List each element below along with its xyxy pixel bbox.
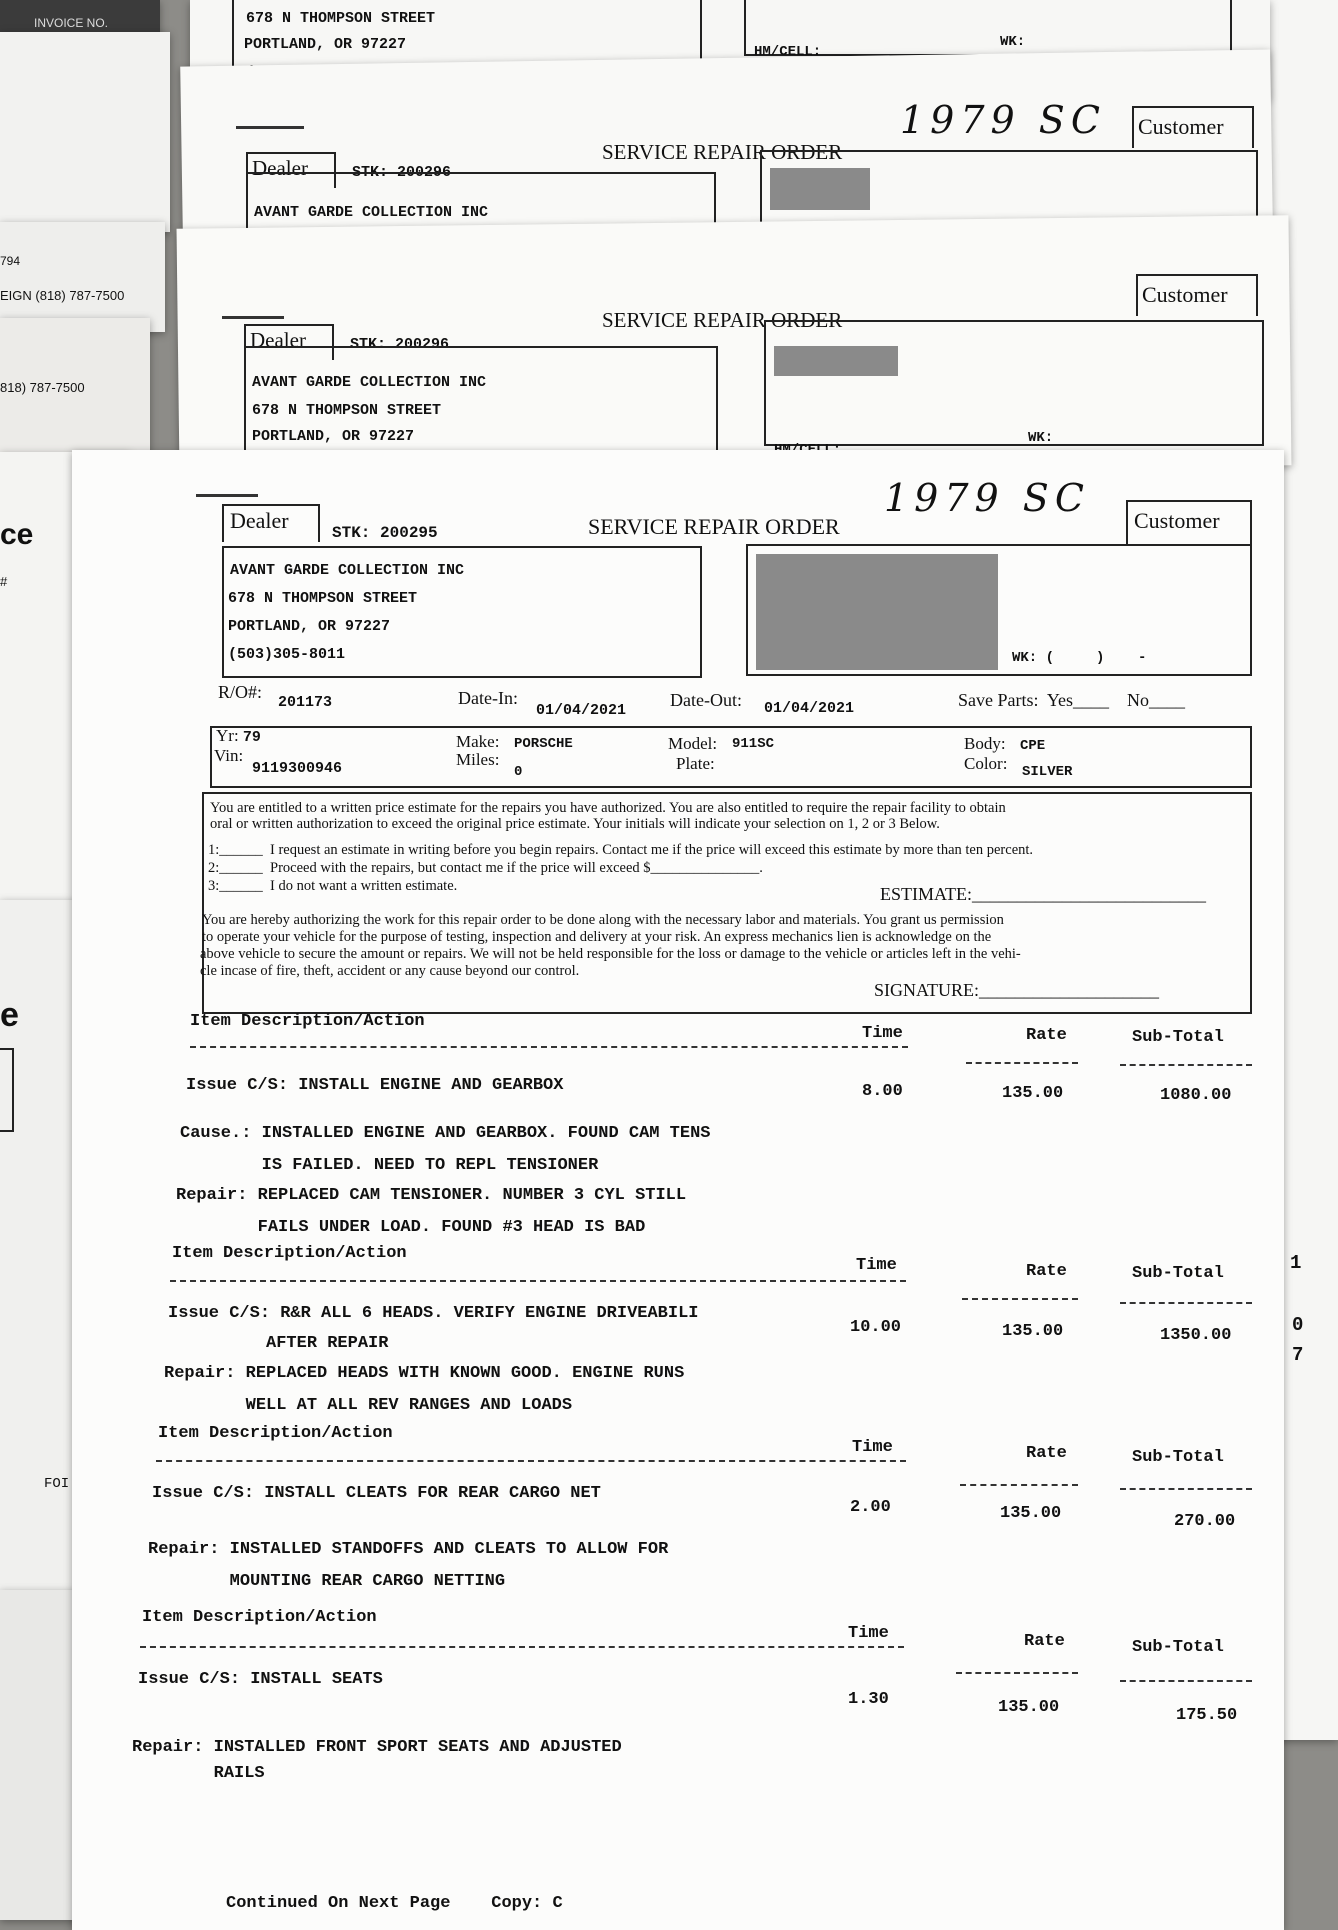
phone-fragment-a: 794	[0, 254, 21, 268]
invoice-label: INVOICE NO.	[34, 16, 109, 30]
rate-divider	[966, 1062, 1078, 1064]
main-customer-label: Customer	[1134, 508, 1220, 533]
estimate-option-1: 1:______ I request an estimate in writing before you begin repairs. Contact me if the price will exceed this estimate by more than ten percent.	[208, 842, 1034, 858]
line-item-note: Repair: INSTALLED STANDOFFS AND CLEATS TO ALLOW FOR	[148, 1540, 669, 1559]
notice-line-2: oral or written authorization to exceed the original price estimate. Your initials will indicate your selection on 1, 2 or 3 Below.	[210, 816, 940, 832]
item-header: Item Description/Action	[172, 1244, 407, 1263]
main-customer-redaction	[756, 554, 998, 670]
authorization-line-2: to operate your vehicle for the purpose of testing, inspection and delivery at your risk. An express mechanics lien is acknowledge on the	[202, 929, 992, 945]
sheet1-city: PORTLAND, OR 97227	[244, 36, 407, 53]
line-item-note: Repair: INSTALLED FRONT SPORT SEATS AND ADJUSTED	[132, 1738, 622, 1757]
sheet1-hm-cell: HM/CELL:	[754, 44, 822, 60]
main-stk: STK: 200295	[332, 524, 438, 542]
sheet1-wk: WK:	[1000, 34, 1026, 50]
left-background-paper-2	[0, 32, 170, 232]
item-header: Item Description/Action	[190, 1012, 425, 1031]
line-item-issue: Issue C/S: INSTALL ENGINE AND GEARBOX	[186, 1076, 564, 1095]
line-item-rate: 135.00	[998, 1698, 1060, 1717]
line-item-note: AFTER REPAIR	[164, 1334, 389, 1353]
time-header: Time	[862, 1024, 903, 1043]
line-item-rate: 135.00	[1000, 1504, 1062, 1523]
sheet3-street: 678 N THOMPSON STREET	[252, 402, 442, 419]
rate-divider	[962, 1298, 1078, 1300]
main-street: 678 N THOMPSON STREET	[228, 590, 418, 607]
body-label: Body:	[964, 734, 1006, 753]
line-item-note: MOUNTING REAR CARGO NETTING	[148, 1572, 506, 1591]
sheet3-stk: STK: 200296	[350, 336, 450, 353]
estimate-field: ESTIMATE:__________________________	[880, 884, 1206, 904]
miles-value: 0	[514, 764, 523, 780]
fragment-fo: FOI	[44, 1476, 70, 1492]
sheet2-mark	[236, 126, 304, 129]
line-item-note: Repair: REPLACED CAM TENSIONER. NUMBER 3 CYL STILL	[176, 1186, 687, 1205]
body-value: CPE	[1020, 738, 1046, 754]
subtotal-divider	[1120, 1064, 1252, 1066]
main-company: AVANT GARDE COLLECTION INC	[230, 562, 465, 579]
line-item-note: RAILS	[132, 1764, 265, 1783]
item-divider	[140, 1646, 904, 1648]
vin-label: Vin:	[214, 746, 244, 765]
sheet3-title: SERVICE REPAIR ORDER	[602, 308, 843, 332]
left-background-paper-3	[0, 222, 165, 332]
line-item-note: Repair: REPLACED HEADS WITH KNOWN GOOD. ENGINE RUNS	[164, 1364, 685, 1383]
subtotal-header: Sub-Total	[1132, 1028, 1224, 1047]
main-dealer-label: Dealer	[230, 508, 289, 533]
rate-header: Rate	[1026, 1026, 1067, 1045]
continued-footer: Continued On Next Page Copy: C	[226, 1894, 563, 1913]
left-fragment-box	[0, 1048, 14, 1132]
right-fragment-2: 0	[1292, 1314, 1304, 1336]
sheet2-customer-label: Customer	[1138, 114, 1224, 139]
yr-label	[216, 726, 261, 746]
miles-label: Miles:	[456, 750, 500, 769]
time-header: Time	[856, 1256, 897, 1275]
item-divider	[156, 1460, 906, 1462]
time-header: Time	[848, 1624, 889, 1643]
date-out-label: Date-Out:	[670, 690, 742, 710]
main-wk: WK: ( ) -	[1012, 650, 1147, 666]
subtotal-divider	[1120, 1680, 1252, 1682]
subtotal-header: Sub-Total	[1132, 1638, 1224, 1657]
model-value: 911SC	[732, 736, 775, 752]
date-in-value: 01/04/2021	[536, 702, 627, 719]
line-item-note: Cause.: INSTALLED ENGINE AND GEARBOX. FOUND CAM TENS	[180, 1124, 711, 1143]
subtotal-divider	[1120, 1488, 1252, 1490]
line-item-rate: 135.00	[1002, 1084, 1064, 1103]
date-out-value: 01/04/2021	[764, 700, 855, 717]
line-item-issue: Issue C/S: INSTALL CLEATS FOR REAR CARGO NET	[152, 1484, 601, 1503]
color-value: SILVER	[1022, 764, 1073, 780]
authorization-line-3: above vehicle to secure the amount or repairs. We will not be held responsible for the loss or damage to the vehicle or articles left in the vehi-	[200, 946, 1021, 962]
sheet3-wk: WK:	[1028, 430, 1054, 446]
phone-fragment-b: EIGN (818) 787-7500	[0, 288, 125, 303]
estimate-option-3: 3:______ I do not want a written estimate.	[208, 878, 458, 894]
sheet2-dealer-label: Dealer	[252, 156, 308, 180]
make-value: PORSCHE	[514, 736, 573, 752]
subtotal-divider	[1120, 1302, 1252, 1304]
line-item-subtotal: 1080.00	[1160, 1086, 1232, 1105]
estimate-option-2: 2:______ Proceed with the repairs, but contact me if the price will exceed $_______________.	[208, 860, 763, 876]
vin-value: 9119300946	[252, 760, 343, 777]
authorization-line-1: You are hereby authorizing the work for this repair order to be done along with the necessary labor and materials. You grant us permission	[202, 912, 1004, 928]
subtotal-header: Sub-Total	[1132, 1448, 1224, 1467]
ro-number: 201173	[278, 694, 333, 711]
sheet3-city: PORTLAND, OR 97227	[252, 428, 415, 445]
yr-label-text: Yr:	[216, 726, 239, 745]
right-fragment-3: 7	[1292, 1344, 1304, 1366]
vehicle-info-box	[210, 726, 1252, 788]
model-label: Model:	[668, 734, 718, 753]
ro-label: R/O#:	[218, 682, 263, 702]
phone-fragment-c: 818) 787-7500	[0, 380, 85, 395]
main-city: PORTLAND, OR 97227	[228, 618, 391, 635]
notice-line-1: You are entitled to a written price estimate for the repairs you have authorized. You are also entitled to require the repair facility to obtain	[210, 800, 1006, 816]
signature-field: SIGNATURE:____________________	[874, 980, 1160, 1000]
line-item-rate: 135.00	[1002, 1322, 1064, 1341]
line-item-subtotal: 270.00	[1174, 1512, 1236, 1531]
item-header: Item Description/Action	[142, 1608, 377, 1627]
rate-divider	[956, 1672, 1078, 1674]
fragment-hash: #	[0, 574, 8, 589]
sheet3-redaction	[774, 346, 898, 376]
item-header: Item Description/Action	[158, 1424, 393, 1443]
line-item-time: 8.00	[862, 1082, 903, 1101]
line-item-issue: Issue C/S: INSTALL SEATS	[138, 1670, 383, 1689]
line-item-subtotal: 1350.00	[1160, 1326, 1232, 1345]
time-header: Time	[852, 1438, 893, 1457]
fragment-e: e	[0, 996, 19, 1034]
item-divider	[190, 1046, 908, 1048]
line-item-note: IS FAILED. NEED TO REPL TENSIONER	[180, 1156, 599, 1175]
line-item-time: 1.30	[848, 1690, 889, 1709]
sheet2-company: AVANT GARDE COLLECTION INC	[254, 204, 489, 221]
line-item-subtotal: 175.50	[1176, 1706, 1238, 1725]
main-handwritten-note: 1979 SC	[884, 476, 1090, 520]
item-divider	[170, 1280, 906, 1282]
sheet3-dealer-label: Dealer	[250, 328, 306, 352]
sheet2-redaction	[770, 168, 870, 210]
subtotal-header: Sub-Total	[1132, 1264, 1224, 1283]
main-mark	[196, 494, 258, 497]
sheet2-title: SERVICE REPAIR ORDER	[602, 140, 843, 164]
rate-header: Rate	[1024, 1632, 1065, 1651]
sheet2-stk: STK: 200296	[352, 164, 452, 181]
main-phone: (503)305-8011	[228, 646, 346, 663]
sheet2-handwritten-note: 1979 SC	[900, 98, 1106, 142]
yr-value: 79	[242, 729, 261, 746]
right-fragment-1: 1	[1290, 1252, 1302, 1274]
sheet3-customer-box	[764, 320, 1264, 446]
make-label: Make:	[456, 732, 500, 751]
save-parts: Save Parts: Yes____ No____	[958, 690, 1186, 710]
sheet3-company: AVANT GARDE COLLECTION INC	[252, 374, 487, 391]
color-label: Color:	[964, 754, 1008, 773]
line-item-time: 2.00	[850, 1498, 891, 1517]
plate-label: Plate:	[676, 754, 715, 773]
line-item-note: FAILS UNDER LOAD. FOUND #3 HEAD IS BAD	[176, 1218, 646, 1237]
rate-header: Rate	[1026, 1444, 1067, 1463]
sheet3-customer-label: Customer	[1142, 282, 1228, 307]
rate-divider	[960, 1484, 1078, 1486]
date-in-label: Date-In:	[458, 688, 518, 708]
line-item-note: WELL AT ALL REV RANGES AND LOADS	[164, 1396, 573, 1415]
fragment-ce: ce	[0, 518, 34, 551]
line-item-time: 10.00	[850, 1318, 902, 1337]
main-title: SERVICE REPAIR ORDER	[588, 514, 840, 539]
sheet3-mark	[222, 316, 284, 319]
authorization-line-4: cle incase of fire, theft, accident or any cause beyond our control.	[200, 963, 580, 979]
line-item-issue: Issue C/S: R&R ALL 6 HEADS. VERIFY ENGINE DRIVEABILI	[168, 1304, 699, 1323]
rate-header: Rate	[1026, 1262, 1067, 1281]
sheet1-street: 678 N THOMPSON STREET	[246, 10, 436, 27]
